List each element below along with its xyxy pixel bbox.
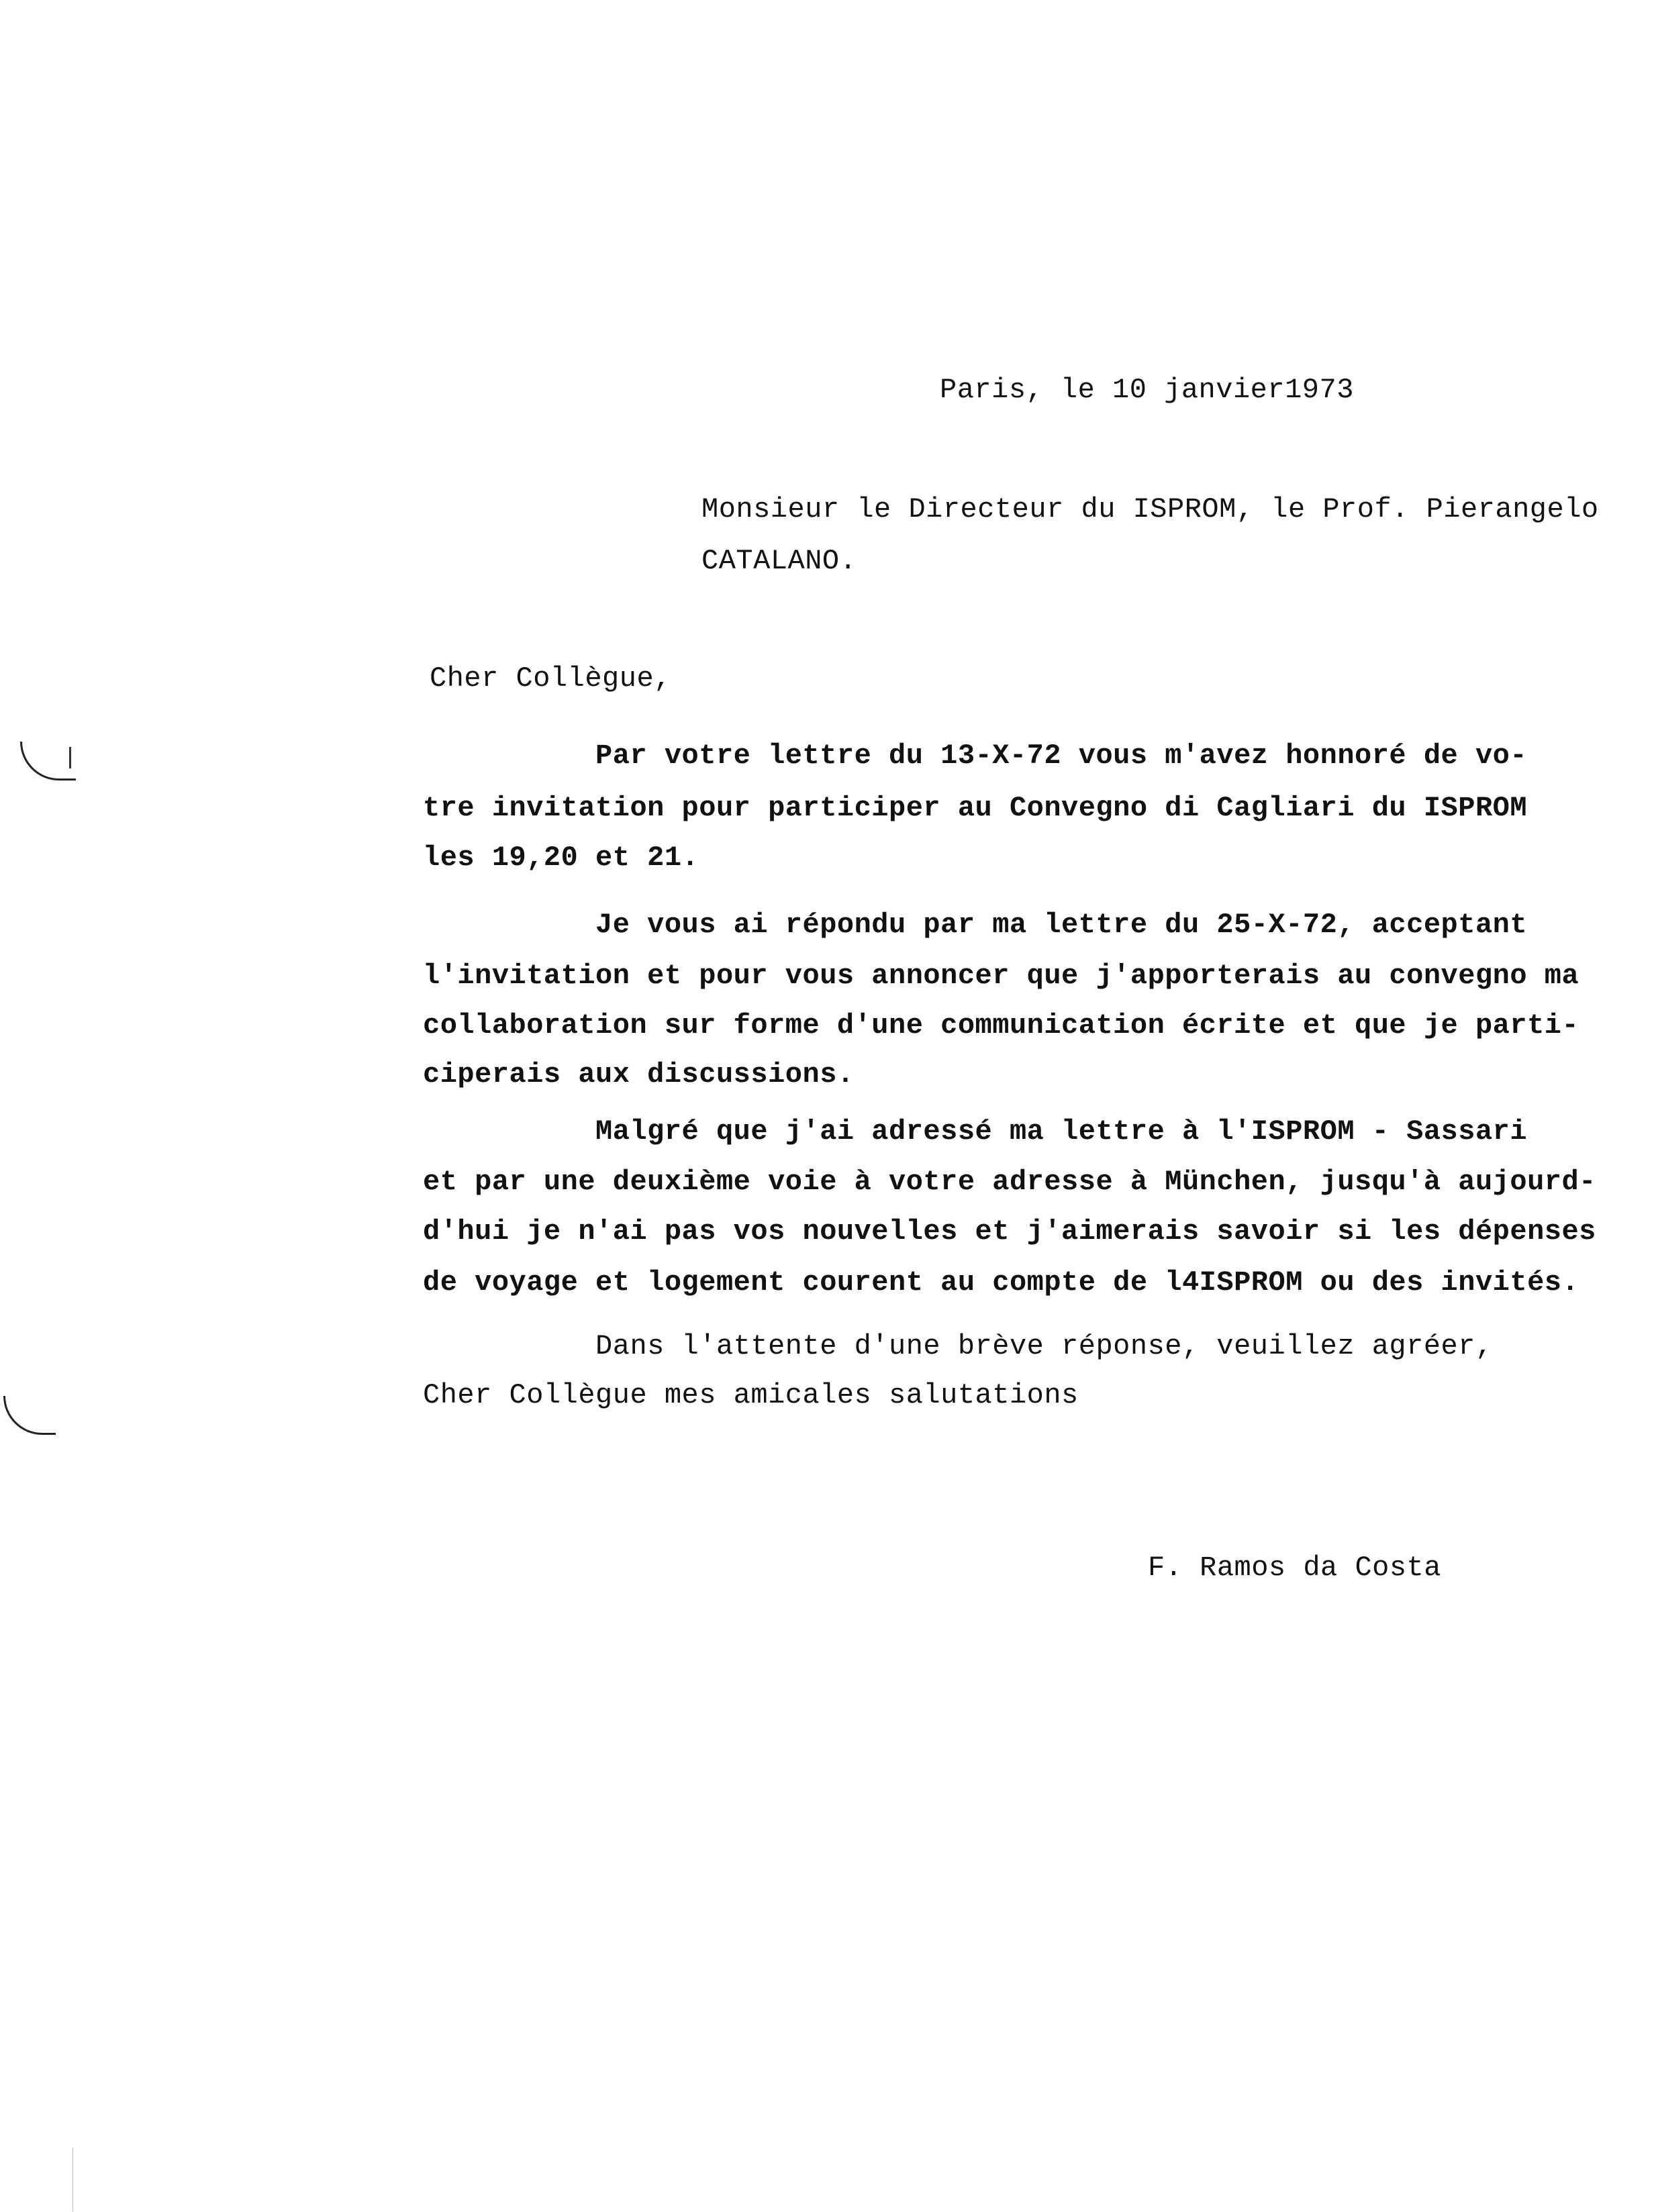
body-line: ciperais aux discussions. bbox=[423, 1058, 855, 1091]
body-line: collaboration sur forme d'une communication écrite et que je parti- bbox=[423, 1009, 1579, 1042]
margin-tick-mark bbox=[69, 747, 71, 768]
body-line: Je vous ai répondu par ma lettre du 25-X-72, acceptant bbox=[423, 909, 1528, 941]
body-line: les 19,20 et 21. bbox=[423, 842, 699, 874]
body-line: Dans l'attente d'une brève réponse, veuillez agréer, bbox=[423, 1330, 1493, 1362]
punch-hole-mark bbox=[3, 1396, 56, 1435]
body-line: Malgré que j'ai adressé ma lettre à l'ISPROM - Sassari bbox=[423, 1115, 1528, 1148]
recipient-line-2: CATALANO. bbox=[701, 545, 857, 577]
body-line: Cher Collègue mes amicales salutations bbox=[423, 1379, 1079, 1411]
body-line: Par votre lettre du 13-X-72 vous m'avez honnoré de vo- bbox=[423, 740, 1528, 772]
salutation: Cher Collègue, bbox=[430, 662, 671, 695]
body-line: d'hui je n'ai pas vos nouvelles et j'aimerais savoir si les dépenses bbox=[423, 1215, 1596, 1248]
scan-edge-mark bbox=[72, 2148, 73, 2211]
body-line: l'invitation et pour vous annoncer que j'apporterais au convegno ma bbox=[423, 960, 1579, 992]
signature: F. Ramos da Costa bbox=[1148, 1552, 1441, 1584]
recipient-line-1: Monsieur le Directeur du ISPROM, le Prof. Pierangelo bbox=[701, 493, 1599, 525]
body-line: tre invitation pour participer au Convegno di Cagliari du ISPROM bbox=[423, 792, 1528, 824]
letter-date: Paris, le 10 janvier1973 bbox=[940, 374, 1354, 406]
body-line: de voyage et logement courent au compte de l4ISPROM ou des invités. bbox=[423, 1266, 1579, 1299]
body-line: et par une deuxième voie à votre adresse à München, jusqu'à aujourd- bbox=[423, 1166, 1596, 1198]
punch-hole-mark bbox=[20, 742, 76, 781]
